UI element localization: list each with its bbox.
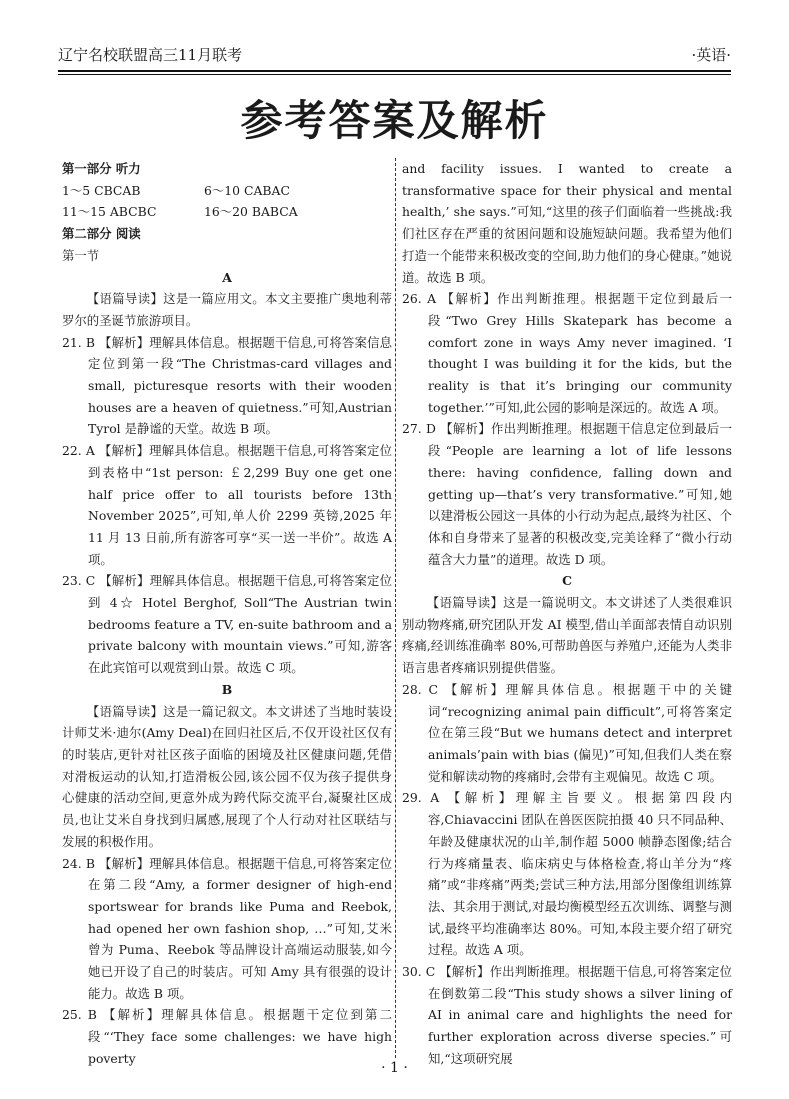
page-number: · 1 · xyxy=(381,1060,408,1076)
answer-explanation: 26. A 【解析】作出判断推理。根据题干定位到最后一段“Two Grey Hills Skatepark has become a comfort zone in ways Amy never imagined. ‘I thought I was building it for the kids, but the reality is that it’s bringing our community together.’”可知,此公园的影响是深远的。故选 A 项。 xyxy=(402,291,732,415)
answer-range: 16～20 BABCA xyxy=(204,204,298,220)
answer-explanation-continued: and facility issues. I wanted to create a transformative space for their physical and mental health,’ she says.”可知,“这里的孩子们面临着一些挑战:我们社区存在严重的贫困问题和设施短缺问题。我希望为他们打造一个能带来积极改变的空间,助力他们的身心健康。”她说道。故选 B 项。 xyxy=(402,161,732,285)
passage-label: C xyxy=(562,573,572,589)
passage-label: A xyxy=(222,269,232,285)
left-column xyxy=(62,158,392,1070)
passage-intro: 【语篇导读】这是一篇记叙文。本文讲述了当地时装设计师艾米·迪尔(Amy Deal)在回归社区后,不仅开设社区仅有的时装店,更针对社区孩子面临的困境及社区健康问题,凭借对滑板运动的认知,打造滑板公园,该公园不仅为孩子提供身心健康的活动空间,更意外成为跨代际交流平台,凝聚社区成员,也让艾米自身找到归属感,展现了个人行动对社区联结与发展的积极作用。 xyxy=(62,703,392,849)
section-heading: 第一部分 听力 xyxy=(62,161,141,176)
answer-explanation: 21. B 【解析】理解具体信息。根据题干信息,可将答案信息定位到第一段“The Christmas-card villages and small, picturesque resorts with their wooden houses are a heaven of quietness.”可知,Austrian Tyrol 是静谧的天堂。故选 B 项。 xyxy=(62,334,392,437)
answer-explanation: 29. A 【解析】理解主旨要义。根据第四段内容,Chiavaccini 团队在兽医医院拍摄 40 只不同品种、年龄及健康状况的山羊,制作超 5000 帧静态图像;结合行为疼痛量表、临床病史与体格检查,将山羊分为“疼痛”或“非疼痛”两类;尝试三种方法,用部分图像组训练算法、其余用于测试,对最均衡模型经五次训练、调整与测试,最终平均准确率达 80%。可知,本段主要介绍了研究过程。故选 A 项。 xyxy=(402,790,732,958)
passage-intro: 【语篇导读】这是一篇应用文。本文主要推广奥地利蒂罗尔的圣诞节旅游项目。 xyxy=(62,291,392,328)
answer-explanation: 23. C 【解析】理解具体信息。根据题干信息,可将答案定位到 4☆ Hotel Berghof, Soll“The Austrian twin bedrooms feature a TV, en-suite bathroom and a private balcony with mountain views.”可知,游客在此宾馆可以观赏到山景。故选 C 项。 xyxy=(62,573,392,676)
section-heading: 第二部分 阅读 xyxy=(62,226,141,242)
header-rule-thin xyxy=(58,74,731,75)
answer-range: 11～15 ABCBC xyxy=(62,204,157,220)
subject-label: ·英语· xyxy=(691,45,731,64)
passage-label: B xyxy=(221,681,233,697)
subsection-label: 第一节 xyxy=(62,247,100,263)
right-column xyxy=(402,158,732,1070)
page-header xyxy=(58,40,731,68)
answer-explanation: 24. B 【解析】理解具体信息。根据题干信息,可将答案定位在第二段“Amy, a former designer of high-end sportswear for brands like Puma and Reebok, had opened her own fashion shop, …”可知,艾米曾为 Puma、Reebok 等品牌设计高端运动服装,如今她已开设了自己的时装店。可知 Amy 具有很强的设计能力。故选 B 项。 xyxy=(62,855,392,1001)
exam-title: 辽宁名校联盟高三11月联考 xyxy=(58,45,243,64)
answer-key-row xyxy=(62,180,392,202)
header-rule-thick xyxy=(58,70,731,72)
answer-explanation: 30. C 【解析】作出判断推理。根据题干信息,可将答案定位在倒数第二段“This study shows a silver lining of AI in animal care and highlights the need for further exploration across diverse species.”可知,“这项研究展 xyxy=(402,964,732,1066)
answer-key-row xyxy=(62,201,392,223)
answer-explanation: 27. D 【解析】作出判断推理。根据题干信息定位到最后一段“People are learning a lot of life lessons there: having confidence, falling down and getting up—that’s very transformative.”可知,她以建滑板公园这一具体的小行动为起点,最终为社区、个体和自身带来了显著的积极改变,完美诠释了“微小行动蕴含大力量”的道理。故选 D 项。 xyxy=(402,421,732,567)
answer-explanation: 28. C 【解析】理解具体信息。根据题干中的关键词“recognizing animal pain difficult”,可将答案定位在第三段“But we humans detect and interpret animals’pain with bias (偏见)”可知,但我们人类在察觉和解读动物的疼痛时,会带有主观偏见。故选 C 项。 xyxy=(402,681,732,784)
answer-explanation: 25. B 【解析】理解具体信息。根据题干定位到第二段“‘They face some challenges: we have high poverty xyxy=(62,1007,392,1066)
page-title: 参考答案及解析 xyxy=(240,96,549,145)
answer-range: 1～5 CBCAB xyxy=(62,182,141,198)
passage-intro: 【语篇导读】这是一篇说明文。本文讲述了人类很难识别动物疼痛,研究团队开发 AI 模型,借山羊面部表情自动识别疼痛,经训练准确率 80%,可帮助兽医与养殖户,还能为人类非语言患者疼痛识别提供借鉴。 xyxy=(402,595,732,676)
column-divider xyxy=(395,158,396,1058)
answer-explanation: 22. A 【解析】理解具体信息。根据题干信息,可将答案定位到表格中“1st person: ￡2,299 Buy one get one half price offer to all tourists before 13th November 2025”,可知,单人价 2299 英镑,2025 年 11 月 13 日前,所有游客可享“买一送一半价”。故选 A 项。 xyxy=(62,443,392,567)
answer-range: 6～10 CABAC xyxy=(204,182,290,198)
